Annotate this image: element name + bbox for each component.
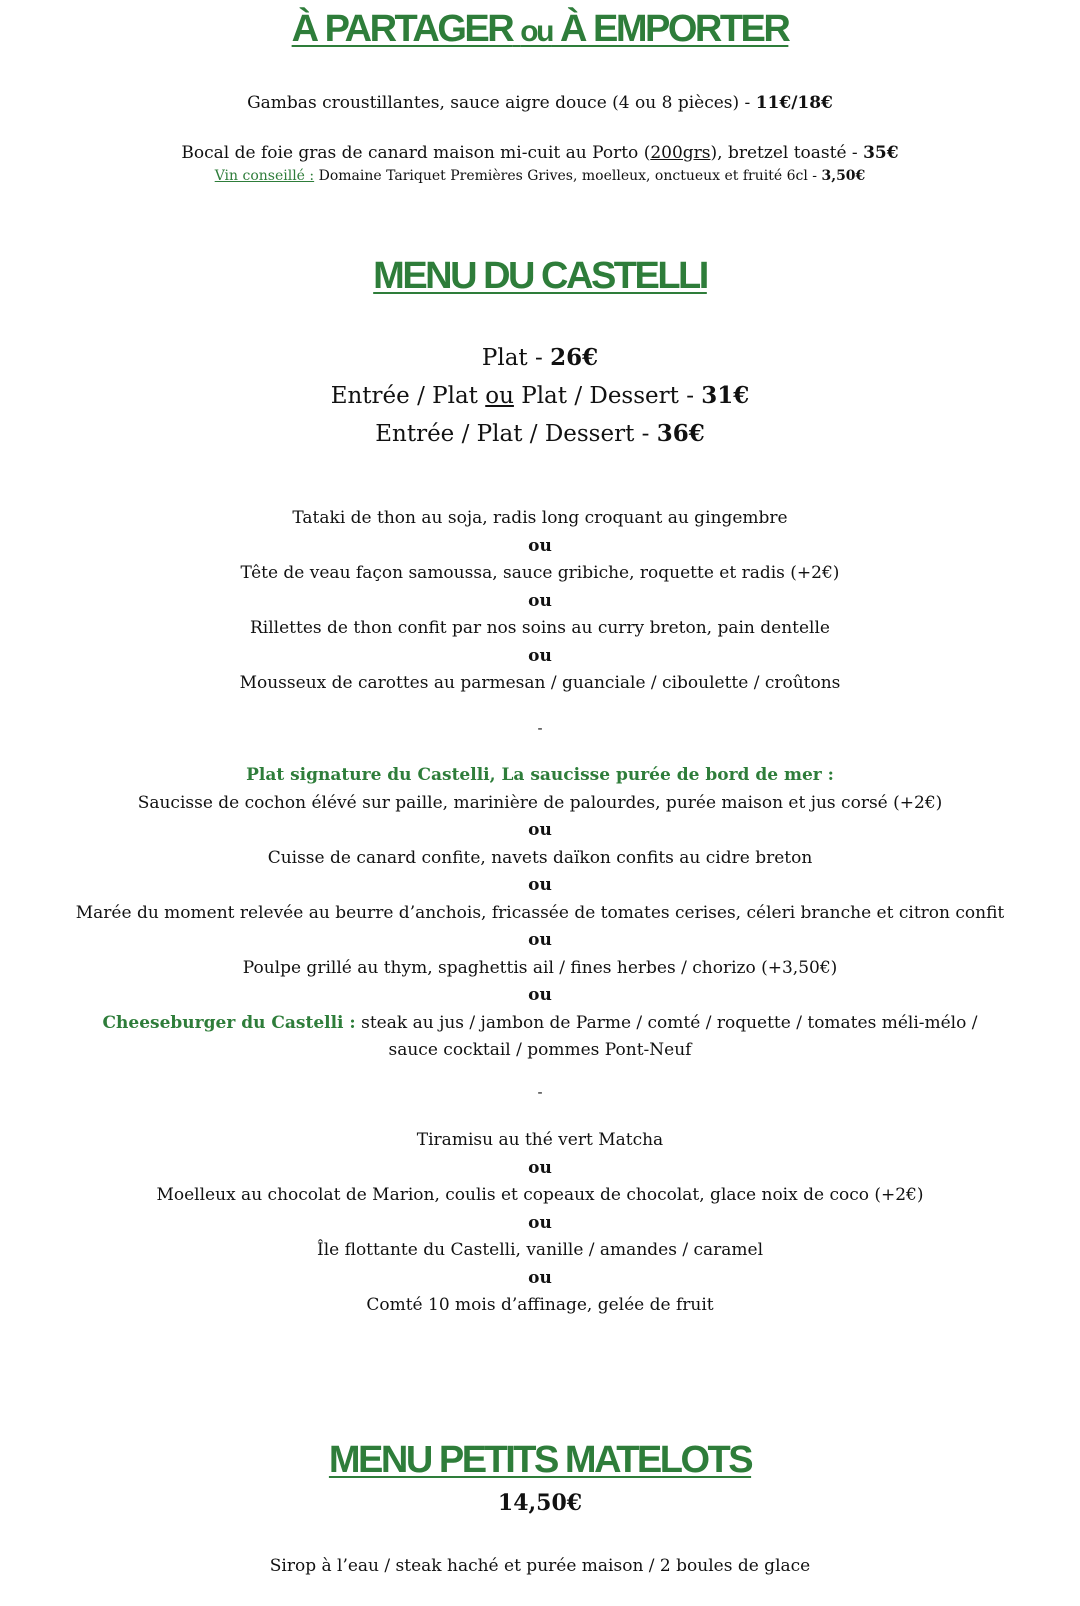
kids-section xyxy=(0,1441,1080,1479)
or-separator: ou xyxy=(528,645,552,666)
starter-item: Tête de veau façon samoussa, sauce gribiche, roquette et radis (+2€) xyxy=(240,563,840,583)
kids-content: Sirop à l’eau / steak haché et purée maison / 2 boules de glace xyxy=(269,1556,811,1576)
kids-title: MENU PETITS MATELOTS xyxy=(328,1439,752,1481)
starter-item: Tataki de thon au soja, radis long croquant au gingembre xyxy=(292,508,788,528)
or-separator: ou xyxy=(528,590,552,611)
formula-three-courses: Entrée / Plat / Dessert - 36€ xyxy=(375,420,705,447)
or-separator: ou xyxy=(528,820,552,840)
foie-gras-weight: 200grs xyxy=(650,143,711,163)
or-separator: ou xyxy=(528,535,552,556)
or-separator: ou xyxy=(528,930,552,950)
course-separator: - xyxy=(537,1083,543,1101)
dessert-item: Tiramisu au thé vert Matcha xyxy=(416,1130,664,1150)
starter-item: Mousseux de carottes au parmesan / guanciale / ciboulette / croûtons xyxy=(239,673,841,693)
castelli-section xyxy=(0,257,1080,295)
or-separator: ou xyxy=(528,1157,552,1178)
share-section xyxy=(0,10,1080,48)
gambas-price: 11€/18€ xyxy=(755,93,833,113)
starter-item: Rillettes de thon confit par nos soins au curry breton, pain dentelle xyxy=(250,618,830,638)
wine-suggestion: Vin conseillé : Domaine Tariquet Premières Grives, moelleux, onctueux et fruité 6cl - 3,50€ xyxy=(214,168,866,184)
or-separator: ou xyxy=(528,875,552,895)
foie-gras-price: 35€ xyxy=(863,143,899,163)
main-item: Cuisse de canard confite, navets daïkon confits au cidre breton xyxy=(267,847,813,868)
wine-price: 3,50€ xyxy=(821,168,866,184)
share-title-ou: ou xyxy=(520,15,552,48)
formula-plat: Plat - 26€ xyxy=(481,344,599,371)
or-separator: ou xyxy=(528,1212,552,1233)
or-separator: ou xyxy=(528,985,552,1005)
main-item: Saucisse de cochon élévé sur paille, marinière de palourdes, purée maison et jus corsé (+2€) xyxy=(137,792,943,813)
dessert-item: Moelleux au chocolat de Marion, coulis et copeaux de chocolat, glace noix de coco (+2€) xyxy=(156,1185,924,1205)
signature-title: Plat signature du Castelli, La saucisse purée de bord de mer : xyxy=(246,765,834,785)
castelli-title: MENU DU CASTELLI xyxy=(373,255,707,297)
formulas xyxy=(0,339,1080,453)
starters-list xyxy=(0,505,1080,698)
burger-item: Cheeseburger du Castelli : steak au jus / jambon de Parme / comté / roquette / tomates méli-mélo / xyxy=(102,1012,978,1033)
burger-label: Cheeseburger du Castelli : xyxy=(102,1012,356,1033)
mains-list xyxy=(0,762,1080,1065)
share-title xyxy=(0,10,1080,48)
share-title-b: À EMPORTER xyxy=(560,8,789,50)
course-separator: - xyxy=(537,719,543,737)
or-separator: ou xyxy=(528,1267,552,1288)
dessert-item: Comté 10 mois d’affinage, gelée de fruit xyxy=(366,1295,714,1315)
main-item: Marée du moment relevée au beurre d’anchois, fricassée de tomates cerises, céleri branche et citron confit xyxy=(75,902,1005,923)
desserts-list xyxy=(0,1127,1080,1320)
share-item-gambas: Gambas croustillantes, sauce aigre douce (4 ou 8 pièces) - 11€/18€ xyxy=(247,93,833,113)
wine-label: Vin conseillé : xyxy=(214,168,315,184)
share-item-foie-gras: Bocal de foie gras de canard maison mi-cuit au Porto (200grs), bretzel toasté - 35€ xyxy=(181,143,899,163)
formula-two-courses: Entrée / Plat ou Plat / Dessert - 31€ xyxy=(330,382,750,409)
kids-price: 14,50€ xyxy=(497,1490,583,1516)
share-title-a: À PARTAGER xyxy=(291,8,513,50)
dessert-item: Île flottante du Castelli, vanille / amandes / caramel xyxy=(316,1240,764,1260)
main-item: Poulpe grillé au thym, spaghettis ail / fines herbes / chorizo (+3,50€) xyxy=(242,957,838,978)
burger-item-continued: sauce cocktail / pommes Pont-Neuf xyxy=(388,1040,692,1060)
